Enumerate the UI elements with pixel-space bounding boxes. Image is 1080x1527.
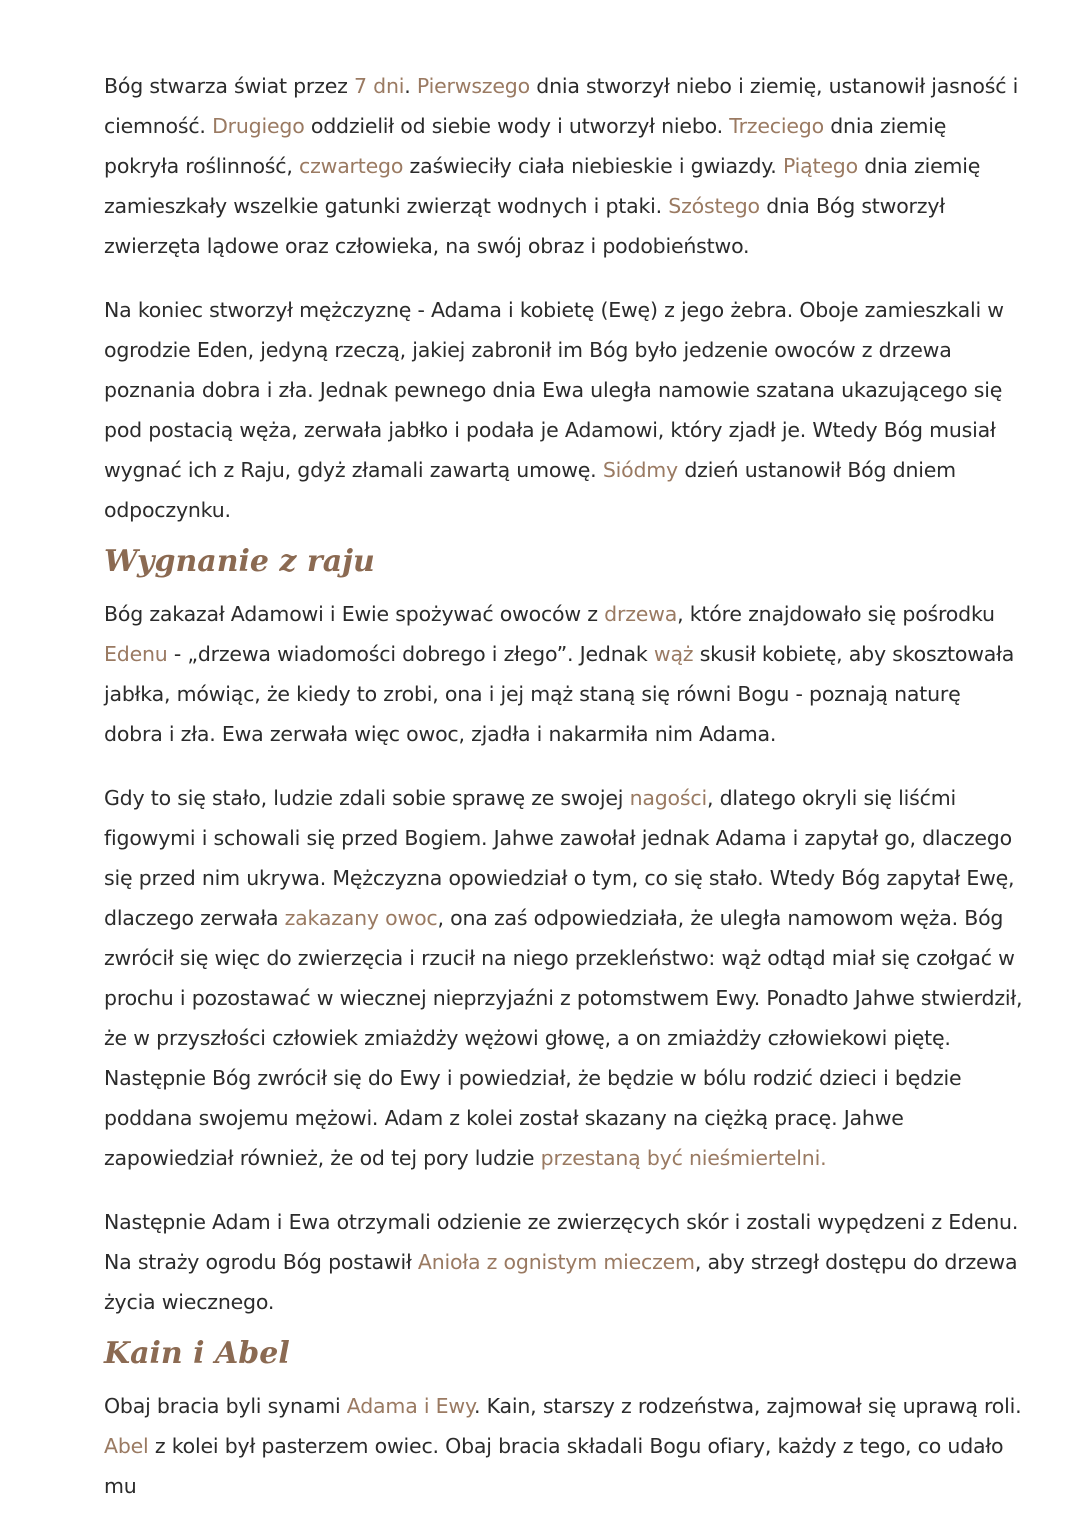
- text-segment: oddzielił od siebie wody i utworzył niebo.: [304, 114, 730, 138]
- highlighted-term: Edenu: [104, 642, 168, 666]
- text-segment: , które znajdowało się pośrodku: [677, 602, 995, 626]
- text-segment: zaświeciły ciała niebieskie i gwiazdy.: [403, 154, 783, 178]
- text-segment: Bóg stwarza świat przez: [104, 74, 354, 98]
- paragraph-brothers: [104, 1386, 1024, 1506]
- highlighted-term: drzewa: [604, 602, 678, 626]
- highlighted-term: Piątego: [782, 154, 858, 178]
- text-segment: - „drzewa wiadomości dobrego i złego”. Jednak: [167, 642, 654, 666]
- highlighted-term: Pierwszego: [416, 74, 530, 98]
- highlighted-term: 7 dni: [354, 74, 405, 98]
- highlighted-term: wąż: [653, 642, 694, 666]
- highlighted-term: Anioła z ognistym mieczem: [417, 1250, 695, 1274]
- highlighted-term: Szóstego: [668, 194, 760, 218]
- text-segment: dnia Bóg stworzył zwierzęta lądowe oraz człowieka, na swój obraz i podobieństwo.: [104, 194, 945, 258]
- text-segment: dnia stworzył niebo i ziemię, ustanowił jasność i ciemność.: [104, 74, 1019, 138]
- section-heading-wygnanie: Wygnanie z raju: [104, 544, 375, 579]
- text-segment: , ona zaś odpowiedziała, że uległa namowom węża. Bóg zwrócił się więc do zwierzęcia i rzucił na niego przekleństwo: wąż odtąd miał się czołgać w prochu i pozostawać w wiecznej nieprzyjaźni z potomstwem Ewy. Ponadto Jahwe stwierdził, że w przyszłości człowiek zmiażdży wężowi głowę, a on zmiażdży człowiekowi piętę. Następnie Bóg zwrócił się do Ewy i powiedział, że będzie w bólu rodzić dzieci i będzie poddana swojemu mężowi. Adam z kolei został skazany na ciężką pracę. Jahwe zapowiedział również, że od tej pory ludzie: [104, 906, 1023, 1170]
- paragraph-forbidden-tree: [104, 594, 1024, 754]
- highlighted-term: Siódmy: [602, 458, 678, 482]
- highlighted-term: Adama i Ewy: [346, 1394, 475, 1418]
- paragraph-adam-eve: [104, 290, 1024, 530]
- highlighted-term: nagości: [629, 786, 707, 810]
- text-segment: dzień ustanowił Bóg dniem odpoczynku.: [104, 458, 956, 522]
- paragraph-expulsion: [104, 1202, 1024, 1322]
- text-segment: dnia ziemię pokryła roślinność,: [104, 114, 947, 178]
- highlighted-term: przestaną być nieśmiertelni.: [540, 1146, 827, 1170]
- text-segment: Na koniec stworzył mężczyznę - Adama i kobietę (Ewę) z jego żebra. Oboje zamieszkali w ogrodzie Eden, jedyną rzeczą, jakiej zabronił im Bóg było jedzenie owoców z drzewa poznania dobra i zła. Jednak pewnego dnia Ewa uległa namowie szatana ukazującego się pod postacią węża, zerwała jabłko i podała je Adamowi, który zjadł je. Wtedy Bóg musiał wygnać ich z Raju, gdyż złamali zawartą umowę.: [104, 298, 1004, 482]
- highlighted-term: czwartego: [299, 154, 404, 178]
- text-segment: .: [404, 74, 417, 98]
- highlighted-term: Trzeciego: [729, 114, 824, 138]
- text-segment: , dlatego okryli się liśćmi figowymi i schowali się przed Bogiem. Jahwe zawołał jednak Adama i zapytał go, dlaczego się przed nim ukrywa. Mężczyzna opowiedział o tym, co się stało. Wtedy Bóg zapytał Ewę, dlaczego zerwała: [104, 786, 1015, 930]
- text-segment: Bóg zakazał Adamowi i Ewie spożywać owoców z: [104, 602, 605, 626]
- highlighted-term: Abel: [104, 1434, 149, 1458]
- text-segment: z kolei był pasterzem owiec. Obaj bracia składali Bogu ofiary, każdy z tego, co udało mu: [104, 1434, 1004, 1498]
- text-segment: skusił kobietę, aby skosztowała jabłka, mówiąc, że kiedy to zrobi, ona i jej mąż staną się równi Bogu - poznają naturę dobra i zła. Ewa zerwała więc owoc, zjadła i nakarmiła nim Adama.: [104, 642, 1015, 746]
- text-segment: , aby strzegł dostępu do drzewa życia wiecznego.: [104, 1250, 1018, 1314]
- paragraph-nakedness: [104, 778, 1024, 1178]
- text-segment: Gdy to się stało, ludzie zdali sobie sprawę ze swojej: [104, 786, 630, 810]
- document-page: [104, 66, 1024, 1506]
- text-segment: Obaj bracia byli synami: [104, 1394, 347, 1418]
- highlighted-term: zakazany owoc: [284, 906, 438, 930]
- highlighted-term: Drugiego: [212, 114, 305, 138]
- section-heading-kain-abel: Kain i Abel: [104, 1336, 290, 1371]
- paragraph-creation: [104, 66, 1024, 266]
- text-segment: Następnie Adam i Ewa otrzymali odzienie ze zwierzęcych skór i zostali wypędzeni z Edenu. Na straży ogrodu Bóg postawił: [104, 1210, 1019, 1274]
- text-segment: dnia ziemię zamieszkały wszelkie gatunki zwierząt wodnych i ptaki.: [104, 154, 981, 218]
- text-segment: . Kain, starszy z rodzeństwa, zajmował się uprawą roli.: [474, 1394, 1022, 1418]
